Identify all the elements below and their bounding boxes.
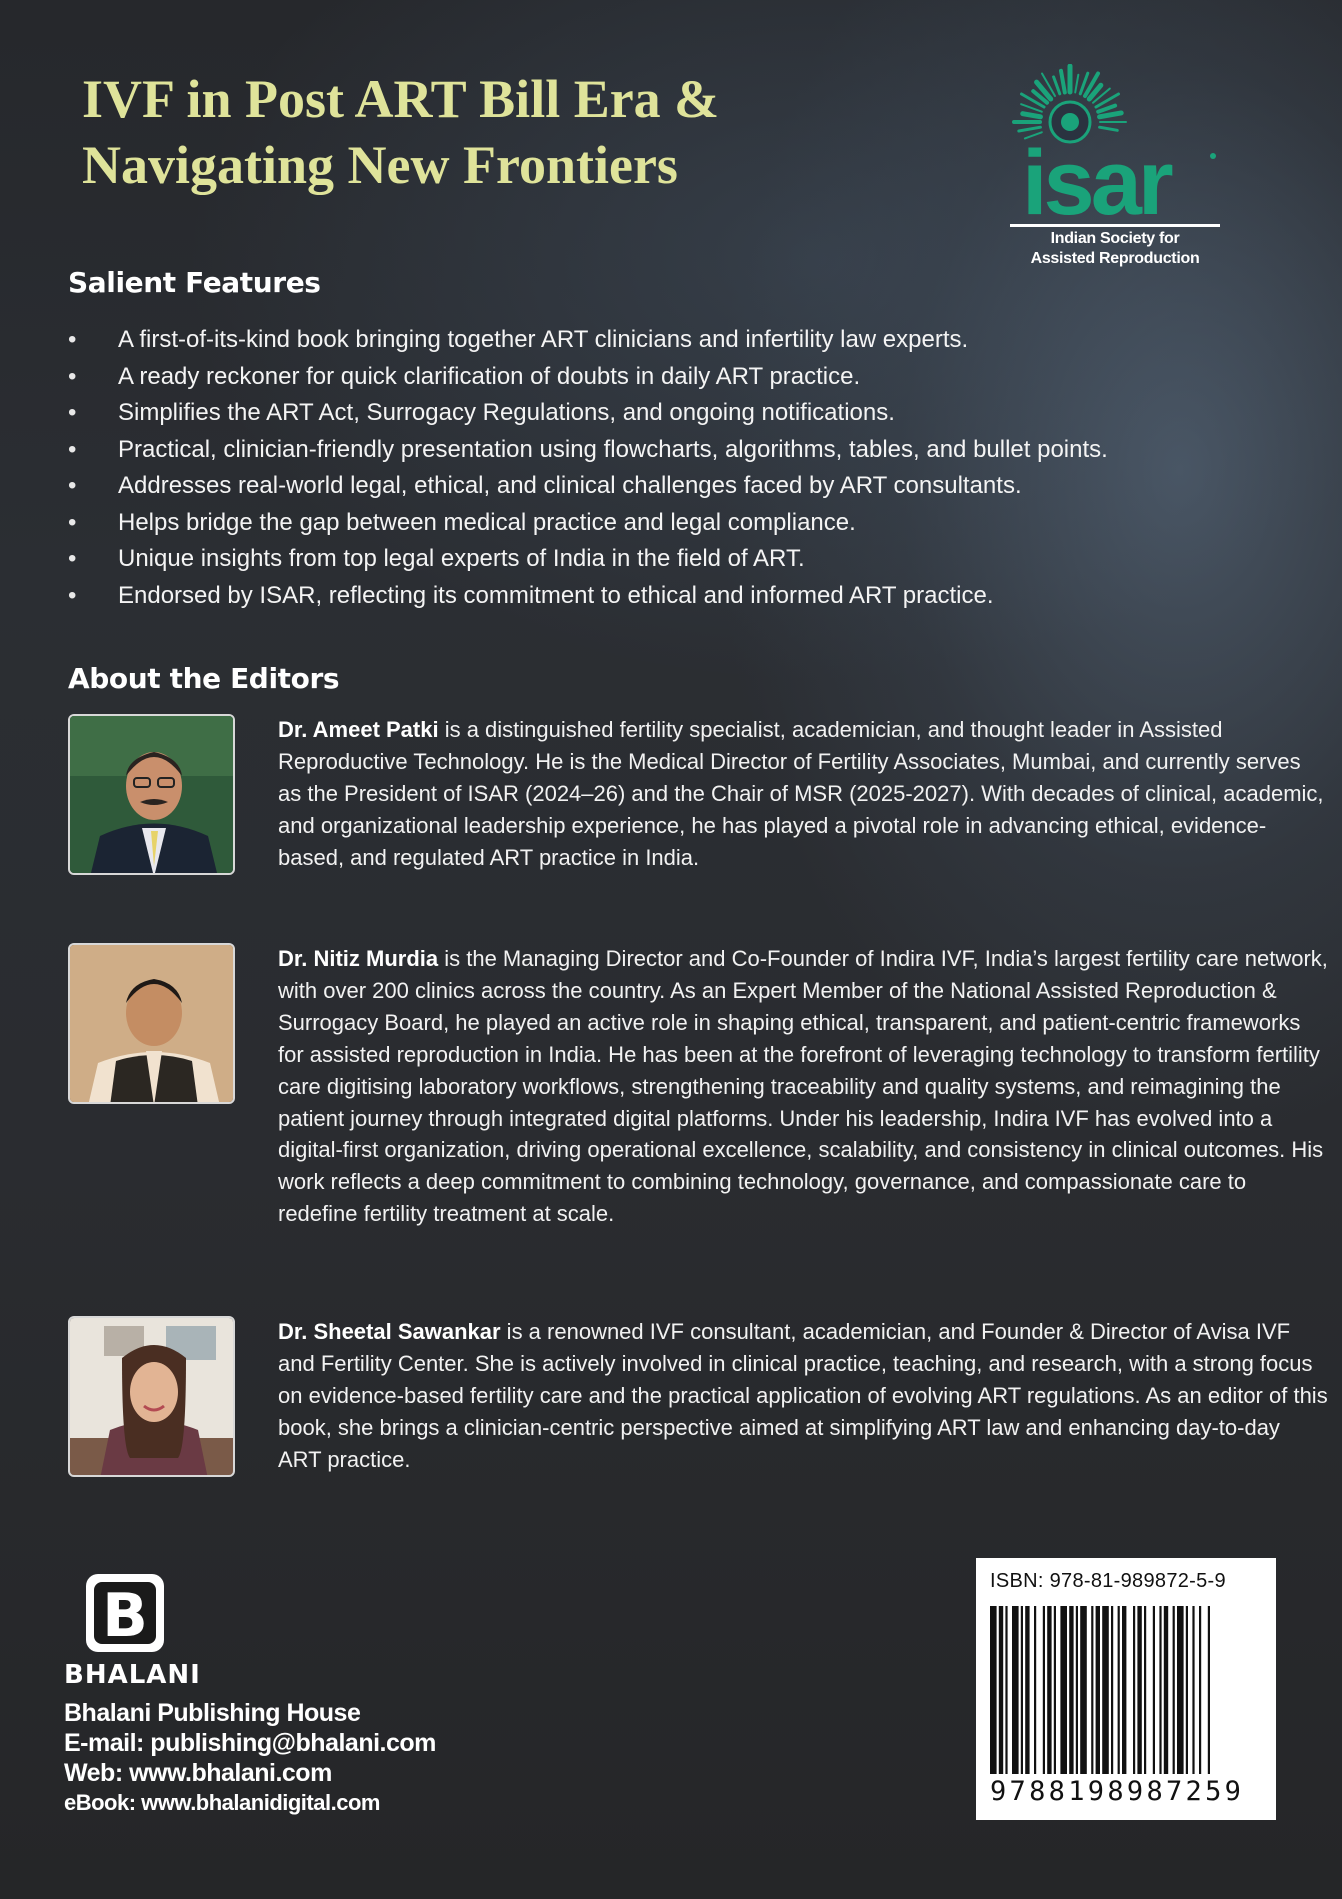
editor-name: Dr. Ameet Patki [278,717,439,742]
editor-bio-sheetal-sawankar [278,1316,1328,1476]
feature-item: • A first-of-its-kind book bringing together ART clinicians and infertility law experts. [68,322,1328,359]
publisher-brand: BHALANI [64,1660,201,1690]
publisher-name: Bhalani Publishing House [64,1699,361,1727]
isar-caption-line-1: Indian Society for [1050,230,1180,247]
isar-logo [1010,64,1240,274]
editor-photo-ameet-patki [68,714,235,875]
barcode-icon [990,1606,1262,1776]
feature-item: • Addresses real-world legal, ethical, and clinical challenges faced by ART consultants. [68,468,1328,505]
editor-name: Dr. Nitiz Murdia [278,946,439,971]
editor-photo-sheetal-sawankar [68,1316,235,1477]
isbn-label: ISBN: 978-81-989872-5-9 [990,1570,1226,1592]
isar-emblem-icon [1010,64,1240,224]
isar-wordmark: isar [1022,132,1170,224]
title-line-1: IVF in Post ART Bill Era & [82,69,720,129]
feature-item: • Practical, clinician-friendly presentation using flowcharts, algorithms, tables, and bullet points. [68,432,1328,469]
editor-bio-text: is the Managing Director and Co-Founder of Indira IVF, India’s largest fertility care network, with over 200 clinics across the country. As an Expert Member of the National Assisted Reproduction & Surrogacy Board, he played an active role in shaping ethical, transparent, and patient-centric frameworks for assisted reproduction in India. He has been at the forefront of leveraging technology to transform fertility care digitising laboratory workflows, strengthening traceability and quality systems, and reimagining the patient journey through integrated digital platforms. Under his leadership, Indira IVF has evolved into a digital-first organization, driving operational excellence, scalability, and consistency in clinical outcomes. His work reflects a deep commitment to combining technology, governance, and compassionate care to redefine fertility treatment at scale. [278,946,1328,1227]
bhalani-logo-letter: B [102,1581,148,1651]
editor-bio-text: is a renowned IVF consultant, academician, and Founder & Director of Avisa IVF and Fertility Center. She is actively involved in clinical practice, teaching, and research, with a strong focus on evidence-based fertility care and the practical application of evolving ART regulations. As an editor of this book, she brings a clinician-centric perspective aimed at simplifying ART law and enhancing day-to-day ART practice. [278,1319,1328,1472]
isar-caption [1010,224,1220,269]
bhalani-logo-icon [84,1572,166,1654]
editor-bio-ameet-patki [278,714,1328,874]
editor-bio-nitiz-murdia [278,943,1328,1230]
title-line-2: Navigating New Frontiers [82,135,678,195]
isar-caption-line-2: Assisted Reproduction [1030,250,1200,267]
isbn-barcode-block [976,1558,1276,1820]
feature-item: • Unique insights from top legal experts of India in the field of ART. [68,541,1328,578]
publisher-website[interactable]: Web: www.bhalani.com [64,1759,332,1787]
salient-features-list [68,322,1328,614]
feature-item: • Helps bridge the gap between medical practice and legal compliance. [68,505,1328,542]
feature-item: • Simplifies the ART Act, Surrogacy Regulations, and ongoing notifications. [68,395,1328,432]
editor-name: Dr. Sheetal Sawankar [278,1319,501,1344]
salient-features-heading: Salient Features [68,266,321,299]
barcode-digits: 9788198987259 [990,1776,1245,1807]
editor-photo-nitiz-murdia [68,943,235,1104]
feature-item: • A ready reckoner for quick clarification of doubts in daily ART practice. [68,359,1328,396]
publisher-ebook-link[interactable]: eBook: www.bhalanidigital.com [64,1790,380,1815]
editor-bio-text: is a distinguished fertility specialist, academician, and thought leader in Assisted Reproductive Technology. He is the Medical Director of Fertility Associates, Mumbai, and currently serves as the President of ISAR (2024–26) and the Chair of MSR (2025-2027). With decades of clinical, academic, and organizational leadership experience, he has played a pivotal role in advancing ethical, evidence-based, and regulated ART practice in India. [278,717,1324,870]
feature-item: • Endorsed by ISAR, reflecting its commitment to ethical and informed ART practice. [68,578,1328,615]
about-editors-heading: About the Editors [68,662,340,695]
publisher-email[interactable]: E-mail: publishing@bhalani.com [64,1729,436,1757]
book-title [82,66,962,198]
